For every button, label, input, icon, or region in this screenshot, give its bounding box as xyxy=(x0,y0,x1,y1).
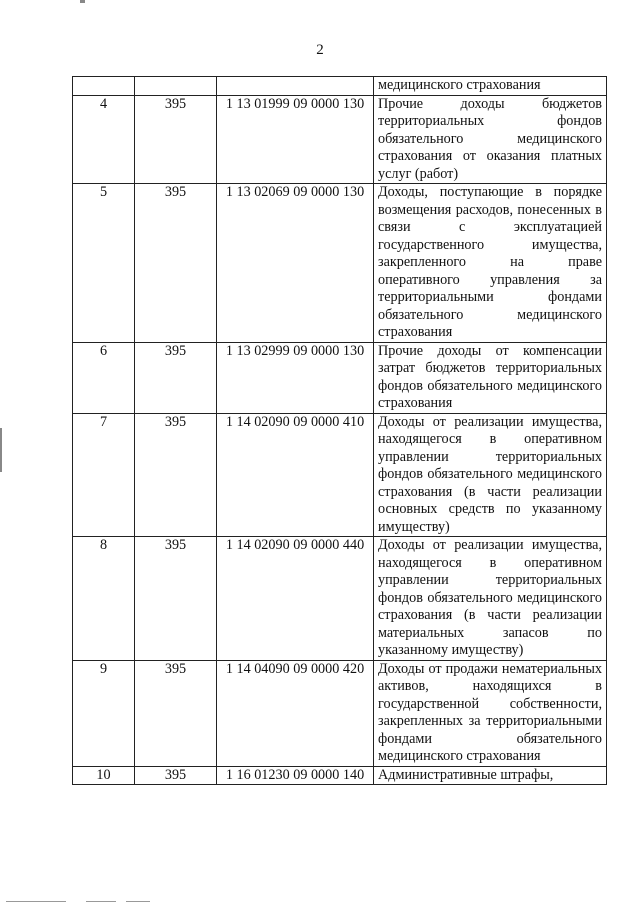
administrator-code: 395 xyxy=(135,766,217,785)
table-row xyxy=(73,413,607,537)
scan-artifact xyxy=(86,901,116,902)
scan-artifact xyxy=(126,901,150,902)
row-number: 8 xyxy=(73,537,135,661)
budget-classification-code: 1 14 02090 09 0000 410 xyxy=(217,413,374,537)
row-number: 10 xyxy=(73,766,135,785)
administrator-code: 395 xyxy=(135,184,217,343)
revenue-codes-table xyxy=(72,76,607,785)
table-row xyxy=(73,537,607,661)
revenue-name: Доходы от продажи нематериальных активов, находящихся в государственной собственности, закрепленных за территориальными фондами обязательного медицинского страхования xyxy=(374,660,607,766)
budget-classification-code: 1 16 01230 09 0000 140 xyxy=(217,766,374,785)
budget-classification-code: 1 14 02090 09 0000 440 xyxy=(217,537,374,661)
row-number: 7 xyxy=(73,413,135,537)
revenue-name: Административные штрафы, xyxy=(374,766,607,785)
row-number: 4 xyxy=(73,95,135,184)
page-number: 2 xyxy=(316,42,324,58)
revenue-name: Доходы от реализации имущества, находящегося в оперативном управлении территориальных фондов обязательного медицинского страхования (в части реализации основных средств по указанному имуществу) xyxy=(374,413,607,537)
scan-artifact xyxy=(80,0,85,3)
budget-classification-code: 1 13 01999 09 0000 130 xyxy=(217,95,374,184)
budget-classification-code: 1 13 02999 09 0000 130 xyxy=(217,342,374,413)
table-row xyxy=(73,342,607,413)
row-number: 6 xyxy=(73,342,135,413)
administrator-code: 395 xyxy=(135,342,217,413)
revenue-name: Прочие доходы бюджетов территориальных фондов обязательного медицинского страхования от оказания платных услуг (работ) xyxy=(374,95,607,184)
administrator-code: 395 xyxy=(135,537,217,661)
revenue-name: Доходы, поступающие в порядке возмещения расходов, понесенных в связи с эксплуатацией государственного имущества, закрепленного на праве оперативного управления за территориальными фондами обязательного медицинского страхования xyxy=(374,184,607,343)
row-number: 5 xyxy=(73,184,135,343)
scan-artifact xyxy=(6,901,66,902)
revenue-name: медицинского страхования xyxy=(374,77,607,96)
table-row xyxy=(73,766,607,785)
administrator-code xyxy=(135,77,217,96)
budget-classification-code: 1 13 02069 09 0000 130 xyxy=(217,184,374,343)
row-number xyxy=(73,77,135,96)
administrator-code: 395 xyxy=(135,95,217,184)
row-number: 9 xyxy=(73,660,135,766)
administrator-code: 395 xyxy=(135,413,217,537)
table-row xyxy=(73,95,607,184)
table-row xyxy=(73,660,607,766)
table-row xyxy=(73,77,607,96)
table-row xyxy=(73,184,607,343)
revenue-name: Доходы от реализации имущества, находящегося в оперативном управлении территориальных фондов обязательного медицинского страхования (в части реализации материальных запасов по указанному имуществу) xyxy=(374,537,607,661)
administrator-code: 395 xyxy=(135,660,217,766)
scan-artifact xyxy=(0,428,2,472)
budget-classification-code xyxy=(217,77,374,96)
revenue-name: Прочие доходы от компенсации затрат бюджетов территориальных фондов обязательного медицинского страхования xyxy=(374,342,607,413)
budget-classification-code: 1 14 04090 09 0000 420 xyxy=(217,660,374,766)
